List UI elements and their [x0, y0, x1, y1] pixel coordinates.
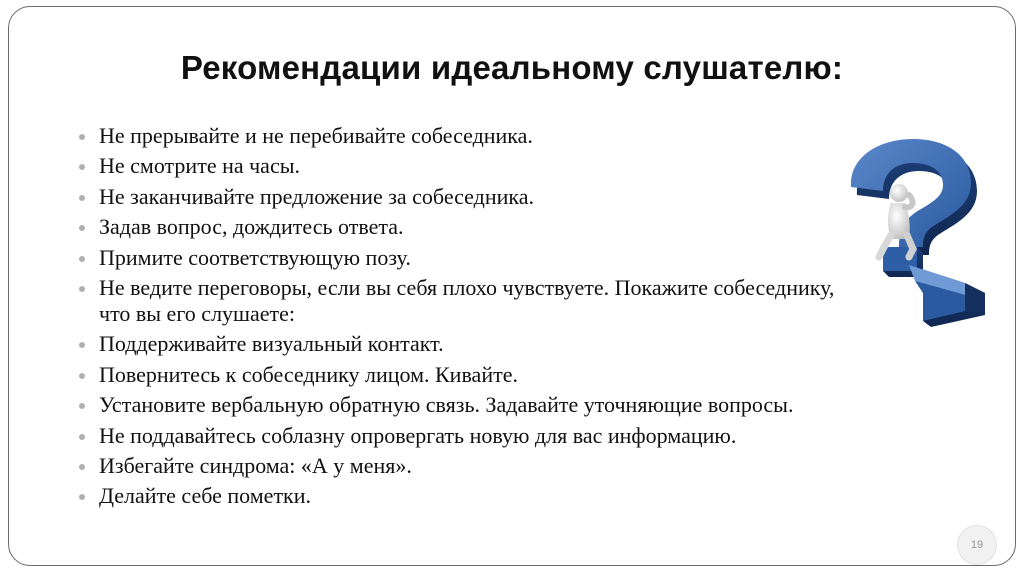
bullet-icon [79, 256, 85, 262]
bullet-icon [79, 403, 85, 409]
list-item: Установите вербальную обратную связь. Задавайте уточняющие вопросы. [79, 392, 979, 418]
list-item: Не прерывайте и не перебивайте собеседника. [79, 123, 979, 149]
list-item: Не смотрите на часы. [79, 153, 979, 179]
list-item: Избегайте синдрома: «А у меня». [79, 453, 979, 479]
bullet-icon [79, 225, 85, 231]
bullet-icon [79, 434, 85, 440]
list-item: Задав вопрос, дождитесь ответа. [79, 214, 979, 240]
bullet-icon [79, 195, 85, 201]
slide-title: Рекомендации идеальному слушателю: [180, 49, 844, 86]
list-item: Не поддавайтесь соблазну опровергать новую для вас информацию. [79, 423, 979, 449]
bullet-icon [79, 464, 85, 470]
bullet-icon [79, 373, 85, 379]
slide [8, 6, 1016, 566]
list-item: Поддерживайте визуальный контакт. [79, 331, 979, 357]
page-number-badge: 19 [957, 525, 997, 565]
list-item: Повернитесь к собеседнику лицом. Кивайте. [79, 362, 979, 388]
list-item: Примите соответствующую позу. [79, 245, 979, 271]
list-item: Не ведите переговоры, если вы себя плохо чувствуете. Покажите собеседнику, что вы его слушаете: [79, 275, 869, 327]
bullet-icon [79, 286, 85, 292]
bullet-icon [79, 164, 85, 170]
list-item: Не заканчивайте предложение за собеседника. [79, 184, 979, 210]
question-mark-person-icon [839, 135, 989, 330]
bullet-icon [79, 134, 85, 140]
bullet-icon [79, 342, 85, 348]
bullet-icon [79, 494, 85, 500]
list-item: Делайте себе пометки. [79, 483, 979, 509]
